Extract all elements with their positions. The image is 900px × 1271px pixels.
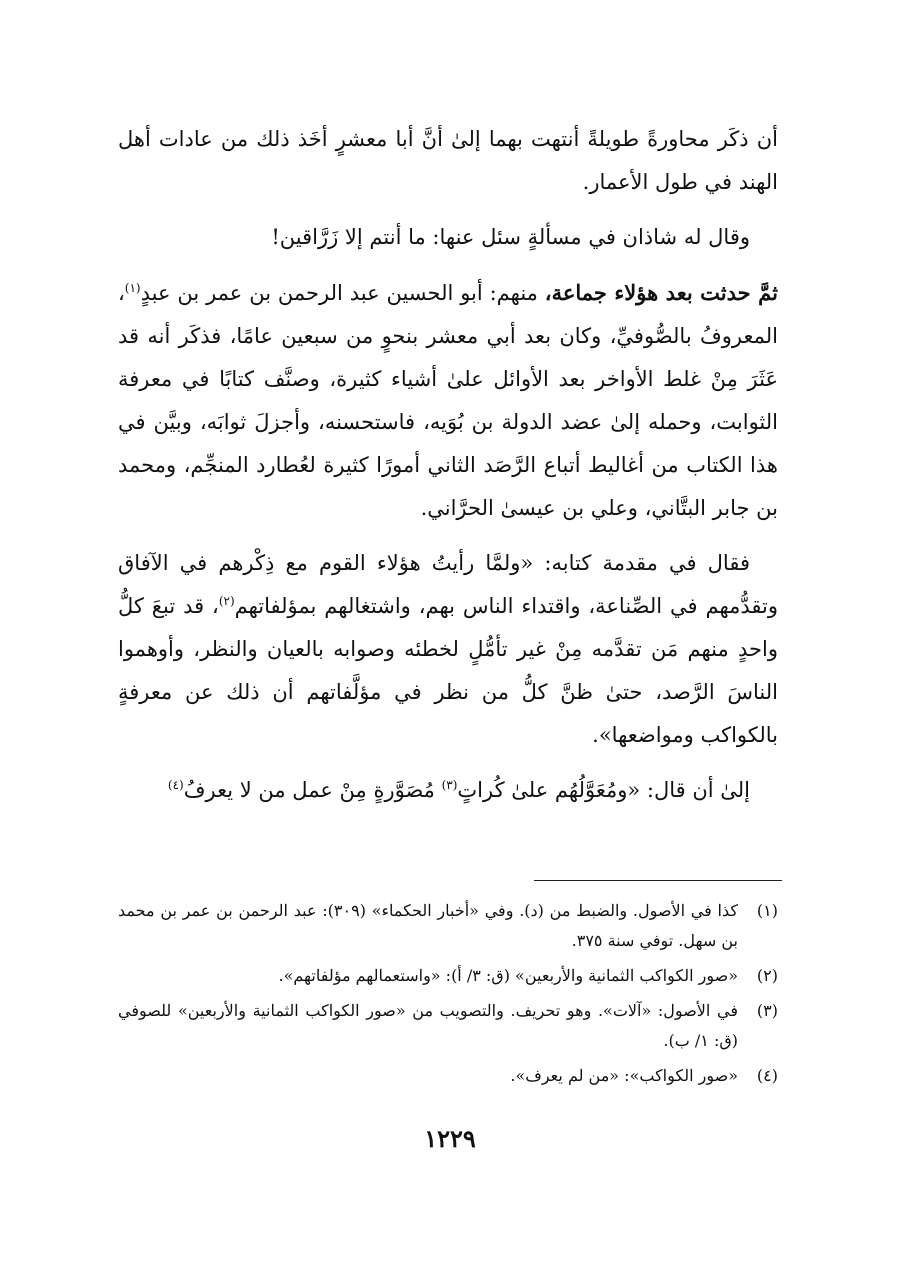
footnote-number: (٢) [756, 966, 778, 985]
footnote-2 [118, 961, 778, 991]
paragraph-1: أن ذكَر محاورةً طويلةً أنتهت بهما إلىٰ أنَّ أبا معشرٍ أخَذ ذلك من عادات أهل الهند في طول الأعمار. [118, 127, 778, 194]
footnote-number: (٤) [756, 1066, 778, 1085]
footnote-number: (١) [756, 901, 778, 920]
main-text [118, 118, 778, 812]
footnote-1 [118, 896, 778, 956]
paragraph-4: فقال في مقدمة كتابه: «ولمَّا رأيتُ هؤلاء القوم مع ذِكْرهم في الآفاق وتقدُّمهم في الصِّناعة، واقتداء الناس بهم، واشتغالهم بمؤلفاتهم$^{(٢)}$، قد تبعَ كلُّ واحدٍ منهم مَن تقدَّمه مِنْ غير تأمُّلٍ لخطئه وصوابه بالعيان والنظر، وأوهموا الناسَ الرَّصد، حتىٰ ظنَّ كلُّ من نظر في مؤلَّفاتهم أن ذلك عن معرفةٍ بالكواكب ومواضعها». [118, 551, 778, 747]
footnote-text: «صور الكواكب الثمانية والأربعين» (ق: ٣/ أ): «واستعمالهم مؤلفاتهم». [278, 966, 738, 985]
footnote-4 [118, 1061, 778, 1091]
footnote-ref-2[interactable]: (٢) [218, 594, 235, 608]
paragraph-3: ثمَّ حدثت بعد هؤلاء جماعة، منهم: أبو الحسين عبد الرحمن بن عمر بن عبدٍ$^{(١)}$، المعروفُ بالصُّوفيِّ، وكان بعد أبي معشر بنحوٍ من سبعين عامًا، فذكَر أنه قد عَثَرَ مِنْ غلط الأواخر بعد الأوائل علىٰ أشياء كثيرة، وصنَّف كتابًا في معرفة الثوابت، وحمله إلىٰ عضد الدولة بن بُوَيه، فاستحسنه، وأجزلَ ثوابَه، وبيَّن في هذا الكتاب من أغاليط أتباع الرَّصَد الثاني أمورًا كثيرة لعُطارد المنجِّم، ومحمد بن جابر البتَّاني، وعلي بن عيسىٰ الحرَّاني. [118, 280, 778, 520]
footnote-text: «صور الكواكب»: «من لم يعرف». [510, 1066, 738, 1085]
footnote-ref-4[interactable]: (٤) [167, 778, 184, 792]
footnote-ref-3[interactable]: (٣) [441, 778, 458, 792]
footnote-ref-1[interactable]: (١) [124, 281, 141, 295]
footnote-number: (٣) [756, 1001, 778, 1020]
page-number: ١٢٢٩ [424, 1124, 476, 1153]
footnote-text: في الأصول: «آلات». وهو تحريف. والتصويب من «صور الكواكب الثمانية والأربعين» للصوفي (ق: ١/ ب). [118, 1001, 739, 1050]
footnote-divider [534, 880, 782, 881]
footnotes [118, 896, 778, 1096]
footnote-3 [118, 996, 778, 1056]
footnote-text: كذا في الأصول. والضبط من (د). وفي «أخبار الحكماء» (٣٠٩): عبد الرحمن بن عمر بن محمد بن سهل. توفي سنة ٣٧٥. [118, 901, 738, 950]
bold-phrase: ثمَّ حدثت بعد هؤلاء جماعة، [544, 280, 778, 305]
paragraph-2: وقال له شاذان في مسألةٍ سئل عنها: ما أنتم إلا زَرَّاقين! [271, 225, 750, 249]
paragraph-5: إلىٰ أن قال: «ومُعَوَّلُهُم علىٰ كُراتٍ$^{(٣)}$ مُصَوَّرةٍ مِنْ عمل من لا يعرفُ$^{(٤)}$ [167, 778, 750, 802]
